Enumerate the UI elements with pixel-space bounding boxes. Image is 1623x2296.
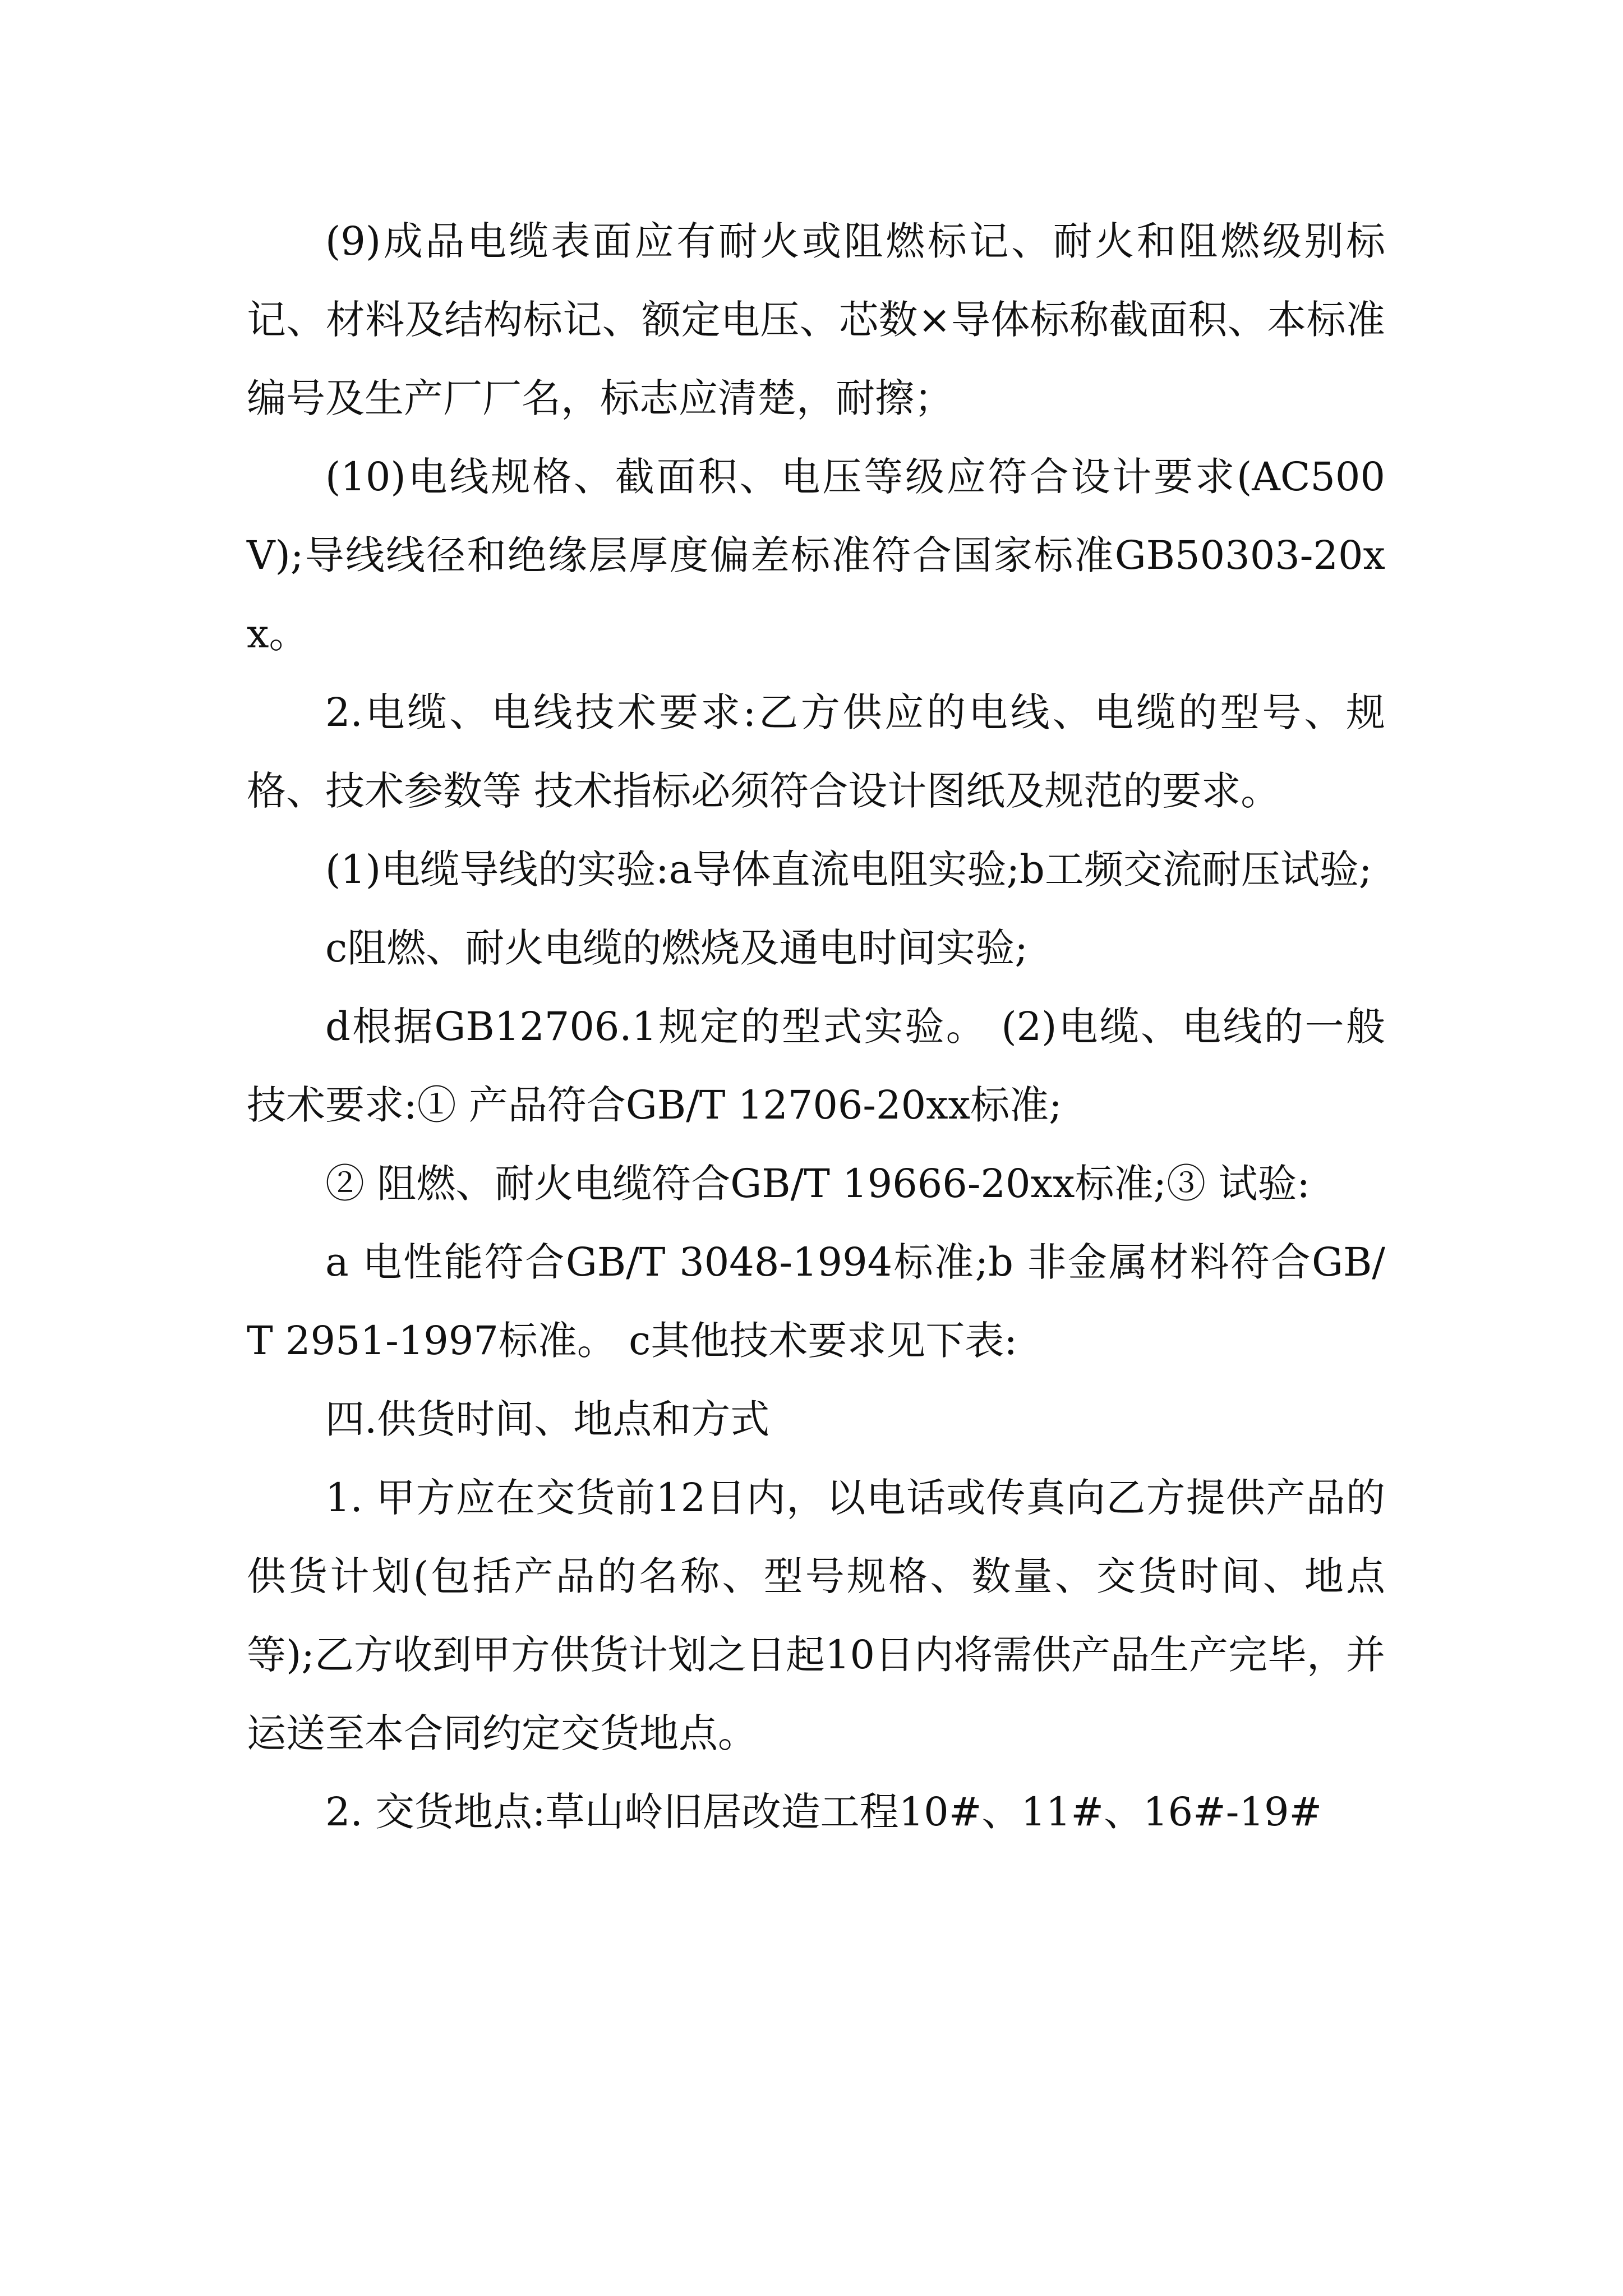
section-heading-delivery: 四.供货时间、地点和方式 xyxy=(325,1396,770,1442)
paragraph-cable-experiments: (1)电缆导线的实验:a导体直流电阻实验;b工频交流耐压试验; xyxy=(325,846,1372,892)
paragraph-burning-test: c阻燃、耐火电缆的燃烧及通电时间实验; xyxy=(325,925,1028,971)
paragraph-delivery-plan: 1. 甲方应在交货前12日内，以电话或传真向乙方提供产品的供货计划(包括产品的名称、型号规格、数量、交货时间、地点等);乙方收到甲方供货计划之日起10日内将需供产品生产完毕，并运送至本合同约定交货地点。 xyxy=(247,1475,1385,1756)
paragraph-cable-technical-requirements: 2.电缆、电线技术要求:乙方供应的电线、电缆的型号、规格、技术参数等 技术指标必须符合设计图纸及规范的要求。 xyxy=(247,689,1385,814)
paragraph-flame-retardant-standard: ② 阻燃、耐火电缆符合GB/T 19666-20xx标准;③ 试验: xyxy=(325,1161,1310,1207)
paragraph-9-marking: (9)成品电缆表面应有耐火或阻燃标记、耐火和阻燃级别标记、材料及结构标记、额定电压、芯数×导体标称截面积、本标准编号及生产厂厂名，标志应清楚，耐擦； xyxy=(247,218,1385,421)
paragraph-type-test: d根据GB12706.1规定的型式实验。 (2)电缆、电线的一般技术要求:① 产品符合GB/T 12706-20xx标准; xyxy=(247,1004,1385,1128)
paragraph-electrical-performance: a 电性能符合GB/T 3048-1994标准;b 非金属材料符合GB/T 2951-1997标准。 c其他技术要求见下表: xyxy=(247,1239,1385,1364)
document-body xyxy=(247,202,1385,1851)
paragraph-10-wire-spec: (10)电线规格、截面积、电压等级应符合设计要求(AC500V);导线线径和绝缘层厚度偏差标准符合国家标准GB50303-20xx。 xyxy=(247,454,1385,657)
paragraph-delivery-location: 2. 交货地点:草山岭旧居改造工程10#、11#、16#-19# xyxy=(325,1789,1322,1835)
